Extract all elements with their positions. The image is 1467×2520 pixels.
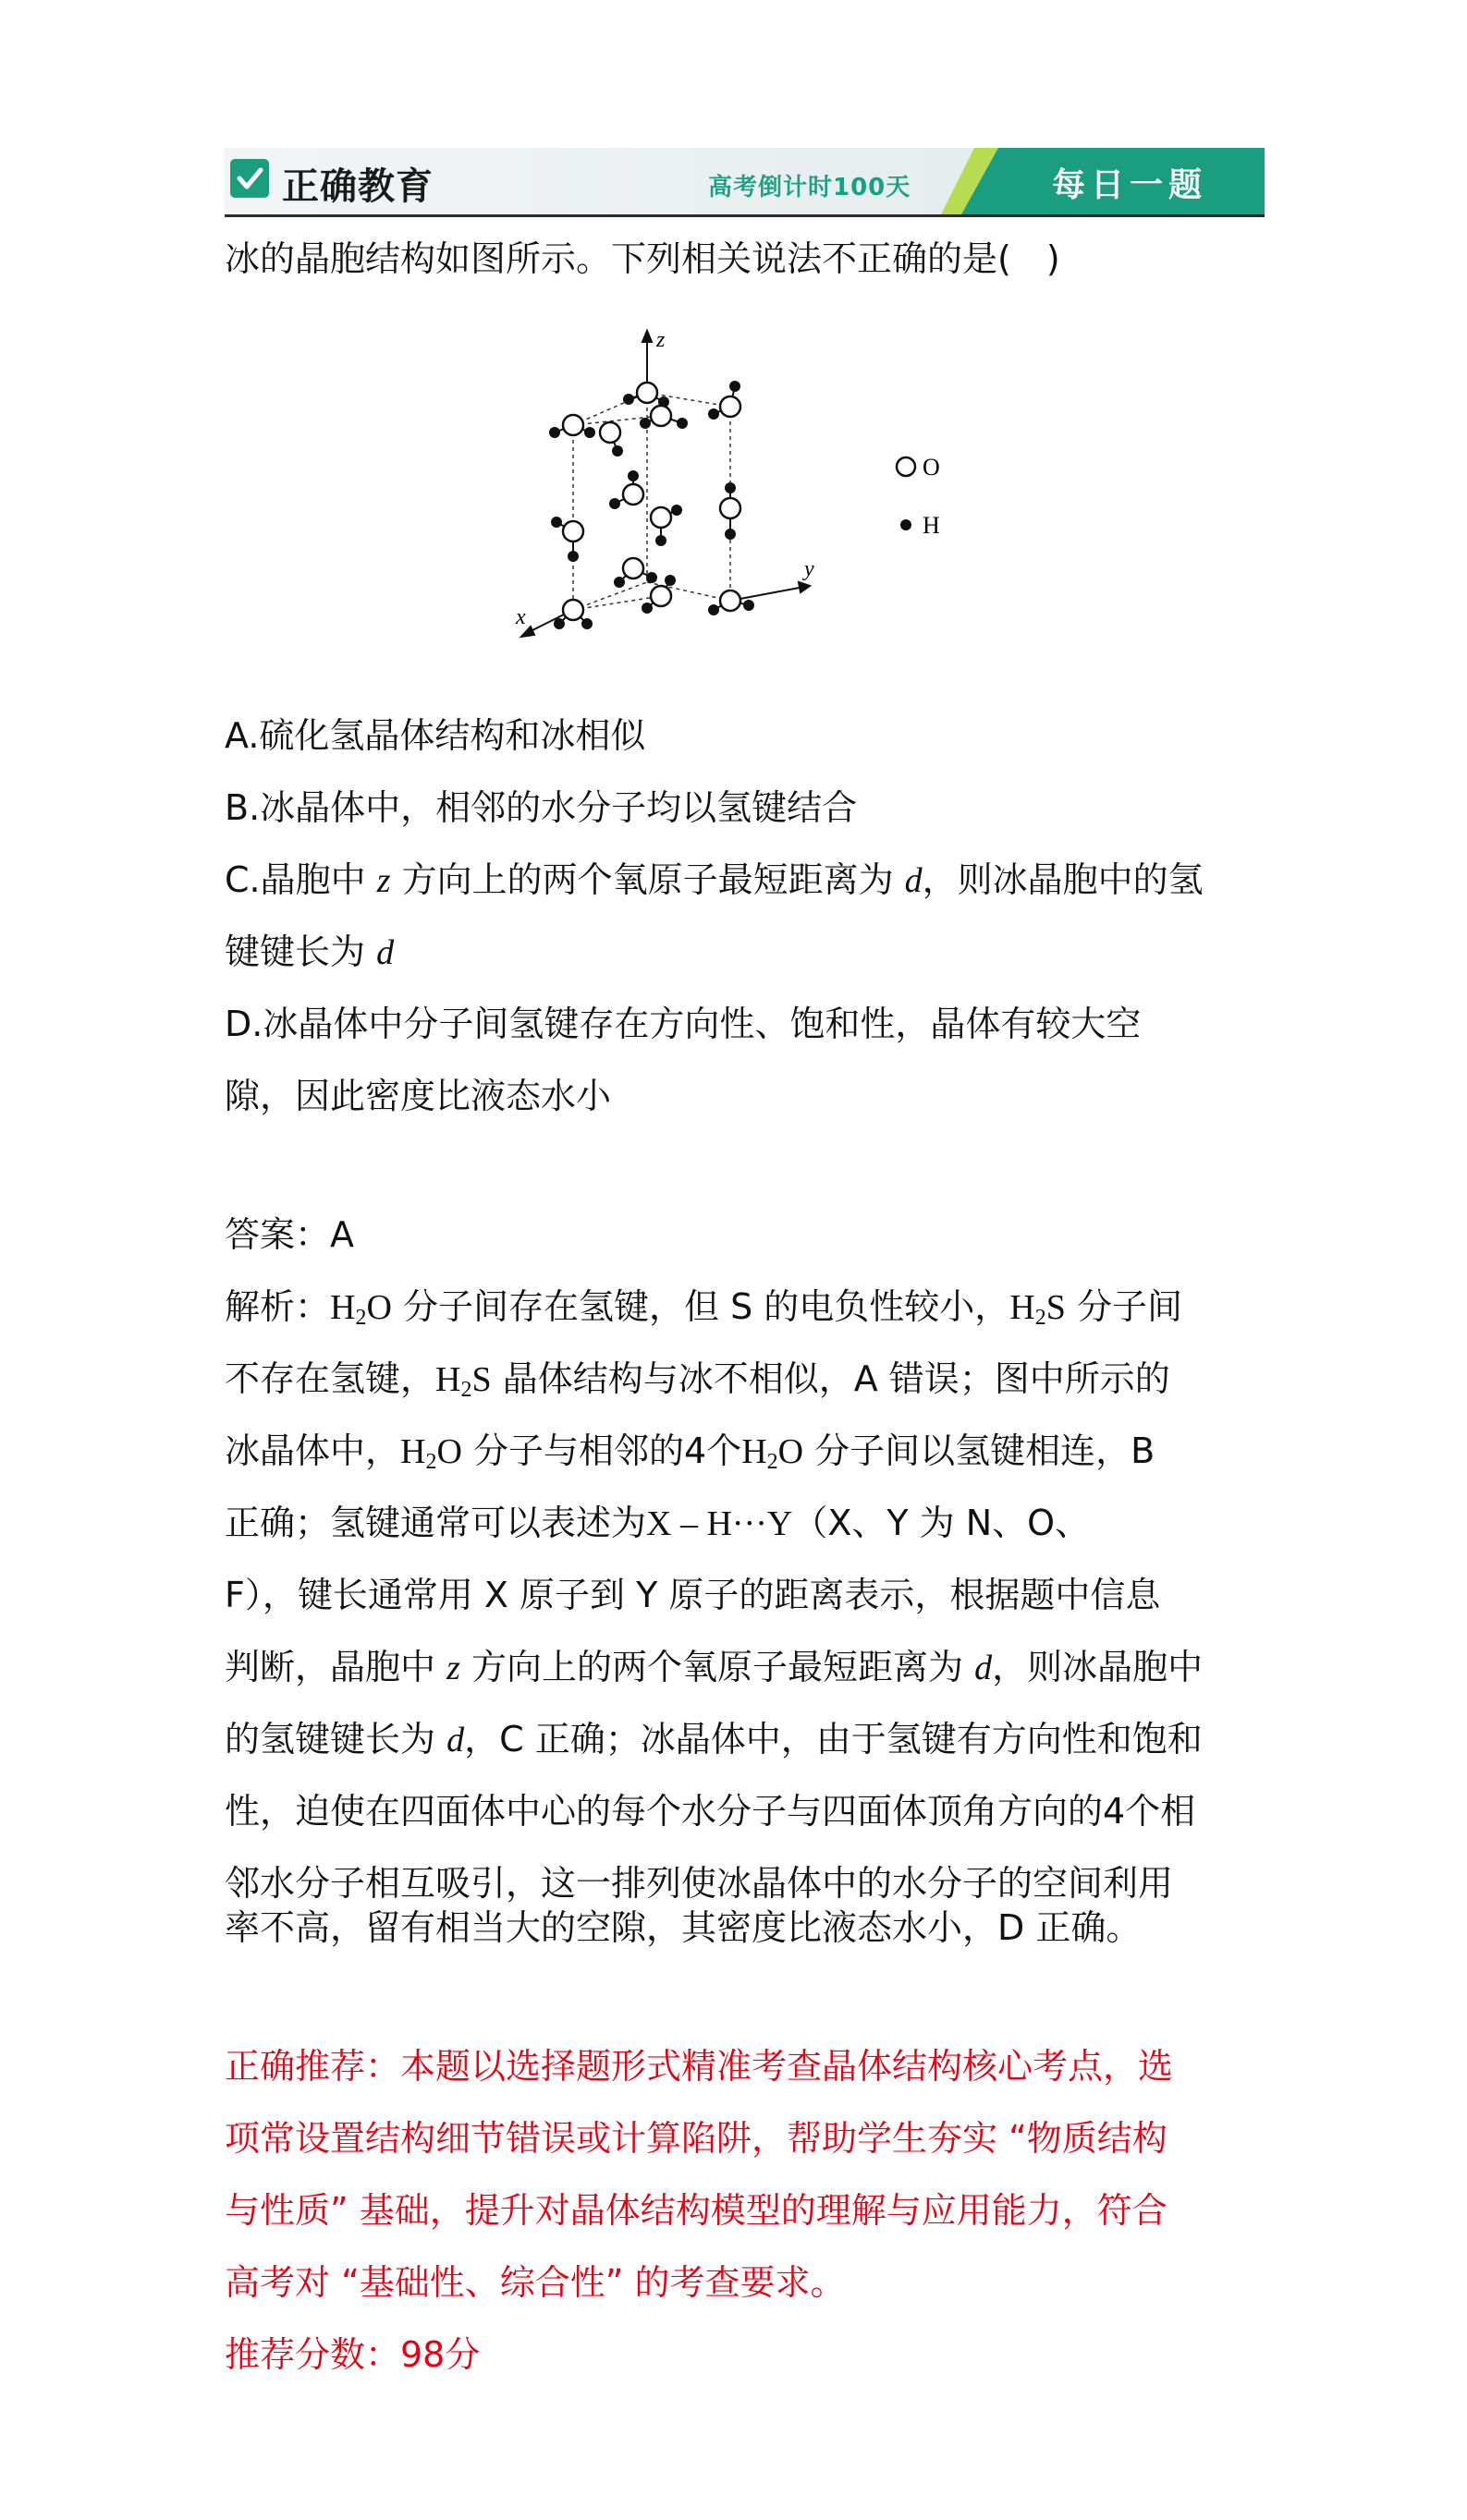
analysis-text: 冰晶体中， — [225, 1430, 401, 1471]
formula-h2o: $H_2O$ — [330, 1288, 392, 1330]
analysis-text: 正确；氢键通常可以表述为 — [225, 1503, 647, 1543]
analysis-line-9: 邻水分子相互吸引，这一排列使冰晶体中的水分子的空间利用 — [225, 1863, 1174, 1904]
analysis-line-5: F），键长通常用 X 原子到 Y 原子的距离表示，根据题中信息 — [225, 1575, 1161, 1615]
header-banner — [225, 148, 1265, 217]
analysis-line-3 — [225, 1430, 1155, 1472]
daily-question-tag — [941, 148, 1265, 214]
recommend-line-4: 高考对 “基础性、综合性” 的考查要求。 — [225, 2262, 846, 2303]
recommend-score: 推荐分数：98分 — [225, 2334, 481, 2375]
legend-oxygen-symbol — [897, 457, 915, 476]
analysis-text: ，则冰晶胞中 — [992, 1647, 1204, 1687]
analysis-line-4 — [225, 1503, 1090, 1544]
analysis-text: 分子与相邻的4个 — [461, 1430, 742, 1471]
recommend-line-2: 项常设置结构细节错误或计算陷阱，帮助学生夯实 “物质结构 — [225, 2118, 1167, 2159]
question-stem: 冰的晶胞结构如图所示。下列相关说法不正确的是( ) — [225, 238, 1060, 279]
option-b: B.冰晶体中，相邻的水分子均以氢键结合 — [225, 787, 858, 828]
analysis-text: 不存在氢键， — [225, 1358, 436, 1399]
analysis-text: ，C 正确；冰晶体中，由于氢键有方向性和饱和 — [464, 1719, 1203, 1759]
option-d-line-1: D.冰晶体中分子间氢键存在方向性、饱和性，晶体有较大空 — [225, 1004, 1142, 1044]
analysis-line-1 — [225, 1286, 1182, 1328]
legend-hydrogen-symbol — [900, 519, 911, 530]
option-c-prefix: C.晶胞中 — [225, 859, 377, 900]
analysis-label: 解析： — [225, 1286, 331, 1327]
option-c2-d: d — [376, 933, 395, 972]
option-a: A.硫化氢晶体结构和冰相似 — [225, 715, 646, 756]
axis-x-label: x — [516, 605, 526, 629]
var-d: d — [974, 1649, 993, 1687]
legend-oxygen-label: O — [923, 454, 940, 481]
legend-hydrogen-label: H — [923, 512, 940, 539]
countdown-label: 高考倒计时100天 — [708, 174, 911, 201]
ice-crystal-structure-figure — [499, 314, 980, 660]
analysis-text: 分子间存在氢键，但 S 的电负性较小， — [391, 1286, 1010, 1327]
option-c-d: d — [904, 861, 923, 900]
option-c-line-1 — [225, 859, 1204, 901]
recommend-line-1: 正确推荐：本题以选择题形式精准考查晶体结构核心考点，选 — [225, 2046, 1174, 2087]
checkmark-logo-icon — [230, 159, 269, 198]
brand-name: 正确教育 — [282, 165, 434, 208]
axis-y-label: y — [804, 557, 814, 581]
option-c-suffix: ，则冰晶胞中的氢 — [922, 859, 1204, 900]
analysis-text: 晶体结构与冰不相似，A 错误；图中所示的 — [491, 1358, 1170, 1399]
daily-question-label: 每日一题 — [1052, 166, 1208, 204]
option-c2-prefix: 键键长为 — [225, 931, 377, 972]
formula-h2s: $H_2S$ — [1009, 1288, 1066, 1330]
analysis-line-10: 率不高，留有相当大的空隙，其密度比液态水小，D 正确。 — [225, 1907, 1142, 1948]
analysis-line-6 — [225, 1647, 1203, 1688]
analysis-text: 方向上的两个氧原子最短距离为 — [459, 1647, 975, 1687]
analysis-text: 的氢键键长为 — [225, 1719, 447, 1759]
analysis-line-8: 性，迫使在四面体中心的每个水分子与四面体顶角方向的4个相 — [225, 1791, 1196, 1832]
var-z: z — [446, 1649, 460, 1687]
var-d: d — [446, 1721, 465, 1759]
analysis-text: （X、Y 为 N、O、 — [792, 1503, 1091, 1543]
analysis-text: 分子间以氢键相连，B — [803, 1430, 1155, 1471]
option-d-line-2: 隙，因此密度比液态水小 — [225, 1076, 612, 1116]
option-c-line-2 — [225, 931, 394, 973]
option-c-middle: 方向上的两个氧原子最短距离为 — [390, 859, 905, 900]
axis-z-label: z — [656, 328, 666, 352]
analysis-text: 分子间 — [1065, 1286, 1182, 1327]
analysis-line-2 — [225, 1358, 1170, 1400]
answer-line: 答案：A — [225, 1214, 354, 1255]
formula-h2s: $H_2S$ — [435, 1360, 492, 1402]
recommend-line-3: 与性质” 基础，提升对晶体结构模型的理解与应用能力，符合 — [225, 2190, 1167, 2231]
analysis-text: 判断，晶胞中 — [225, 1647, 447, 1687]
analysis-line-7 — [225, 1719, 1203, 1760]
formula-h2o: $H_2O$ — [400, 1432, 462, 1474]
hydrogen-bond-formula: X – H···Y — [646, 1504, 793, 1543]
formula-h2o: $H_2O$ — [741, 1432, 804, 1474]
option-c-z: z — [376, 861, 391, 900]
